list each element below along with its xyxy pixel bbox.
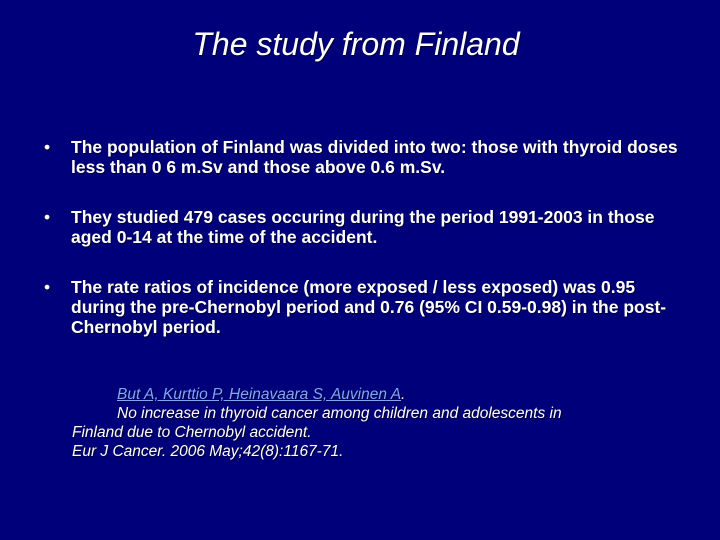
bullet-item (44, 207, 694, 247)
citation-title-line1: No increase in thyroid cancer among children and adolescents in (117, 405, 562, 422)
bullet-text: The rate ratios of incidence (more exposed / less exposed) was 0.95 during the pre-Chernobyl period and 0.76 (95% CI 0.59-0.98) in the post-Chernobyl period. (71, 277, 667, 337)
bullet-icon: • (44, 137, 51, 157)
citation-authors-line (72, 385, 672, 404)
bullet-item (44, 277, 694, 337)
citation-journal: Eur J Cancer. 2006 May;42(8):1167-71. (72, 443, 344, 460)
bullet-icon: • (44, 277, 51, 297)
slide-title: The study from Finland (192, 26, 520, 62)
bullet-item (44, 137, 694, 177)
bullet-list (44, 137, 694, 367)
bullet-icon: • (44, 207, 51, 227)
citation-authors-suffix: . (401, 386, 406, 403)
bullet-text: The population of Finland was divided into two: those with thyroid doses less than 0 6 m.Sv and those above 0.6 m.Sv. (71, 137, 678, 177)
citation (72, 385, 672, 461)
citation-title-line2: Finland due to Chernobyl accident. (72, 424, 312, 441)
bullet-text: They studied 479 cases occuring during the period 1991-2003 in those aged 0-14 at the time of the accident. (71, 207, 655, 247)
citation-authors-link[interactable]: But A, Kurttio P, Heinavaara S, Auvinen A (117, 386, 402, 403)
